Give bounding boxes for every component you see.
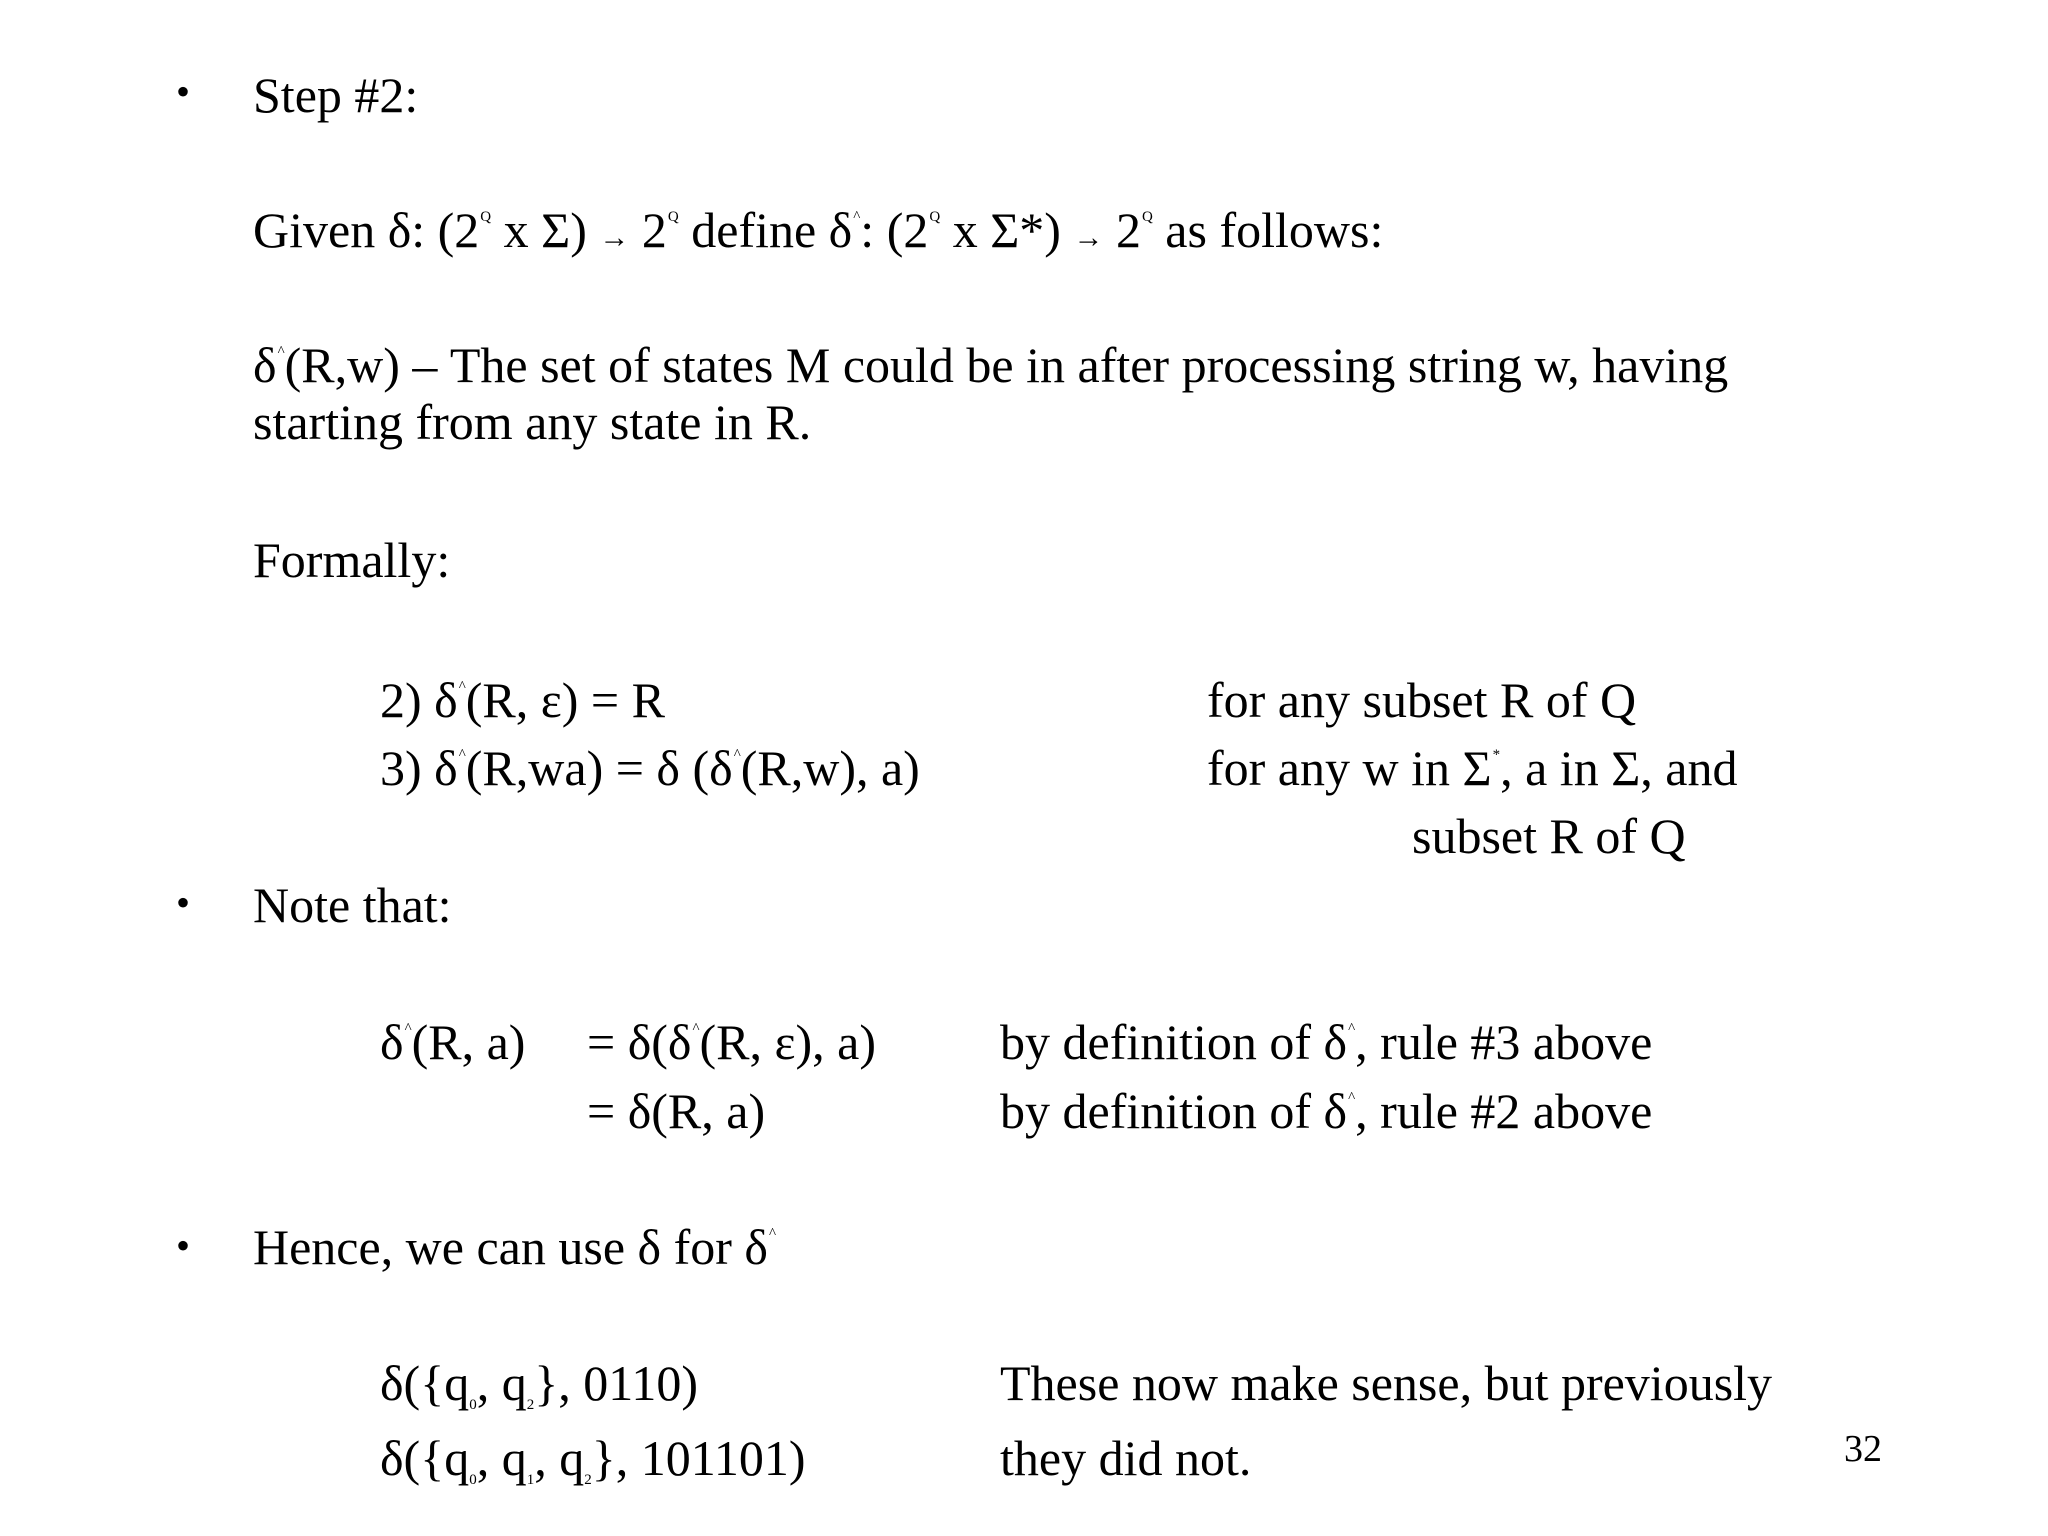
text-segment: x Σ*) [940,202,1074,258]
superscript: ^ [277,344,285,360]
definition-description-line-1 [253,337,1729,393]
superscript: ^ [692,1021,700,1037]
text-segment: by definition of δ [1000,1083,1348,1139]
text-segment: , a in Σ, and [1500,740,1738,796]
formally-label: Formally: [253,532,451,588]
text-segment: δ [380,1014,404,1070]
text-segment: Hence, we can use δ for δ [253,1219,768,1275]
superscript: ^ [853,209,861,225]
text-segment: }, 0110) [534,1355,699,1411]
text-segment: , rule #2 above [1355,1083,1653,1139]
text-segment: (R,w) – The set of states M could be in after processing string w, having [284,337,1729,393]
superscript: Q [1141,209,1153,225]
text-segment: (R,wa) = δ (δ [465,740,733,796]
text-segment: , rule #3 above [1355,1014,1653,1070]
subscript: 1 [526,1472,535,1488]
rule-3-formula [380,740,920,796]
text-segment: x Σ) [491,202,600,258]
bullet: • [176,880,191,925]
step-heading: Step #2: [253,67,419,123]
superscript: Q [480,209,492,225]
text-segment: = δ(δ [587,1014,692,1070]
text-segment: (R, ε), a) [699,1014,877,1070]
page-number: 32 [1844,1428,1882,1470]
note-row-2-justification [1000,1083,1653,1139]
superscript: ^ [1348,1090,1356,1106]
definition-signature-line [253,202,1384,258]
text-segment: as follows: [1152,202,1384,258]
arrow-symbol: → [599,221,630,254]
text-segment: , q [476,1430,527,1486]
text-segment: define δ [678,202,853,258]
example-1-expression [380,1355,699,1413]
superscript: ^ [404,1021,412,1037]
superscript: ^ [458,679,466,695]
text-segment: }, 101101) [591,1430,806,1486]
rule-2-formula [380,672,665,728]
example-1-comment: These now make sense, but previously [1000,1355,1773,1411]
text-segment: (R, ε) = R [465,672,665,728]
text-segment: 3) δ [380,740,458,796]
superscript: * [1492,747,1501,763]
subscript: 0 [469,1472,477,1488]
note-row-1-lhs [380,1014,526,1070]
superscript: Q [667,209,679,225]
text-segment: (R,w), a) [740,740,920,796]
text-segment: 2) δ [380,672,458,728]
text-segment: (R, a) [411,1014,526,1070]
rule-3-condition [1207,740,1738,796]
hence-line [253,1219,776,1275]
bullet: • [176,1223,191,1268]
rule-2-condition: for any subset R of Q [1207,672,1637,728]
superscript: ^ [1348,1021,1356,1037]
text-segment: δ({q [380,1430,470,1486]
note-row-2-rhs: = δ(R, a) [587,1083,766,1139]
text-segment: 2 [1103,202,1141,258]
superscript: ^ [768,1226,776,1242]
text-segment: Given δ: (2 [253,202,480,258]
superscript: ^ [458,747,466,763]
note-heading: Note that: [253,877,452,933]
text-segment: : (2 [860,202,929,258]
example-2-expression [380,1430,806,1488]
note-row-1-rhs [587,1014,877,1070]
text-segment: , q [476,1355,527,1411]
text-segment: δ [253,337,277,393]
subscript: 0 [469,1397,477,1413]
text-segment: , q [534,1430,585,1486]
superscript: ^ [733,747,741,763]
subscript: 2 [584,1472,592,1488]
text-segment: δ({q [380,1355,470,1411]
definition-description-line-2: starting from any state in R. [253,394,812,450]
text-segment: by definition of δ [1000,1014,1348,1070]
text-segment: 2 [629,202,667,258]
rule-3-condition-continued: subset R of Q [1412,808,1686,864]
text-segment: for any w in Σ [1207,740,1492,796]
note-row-1-justification [1000,1014,1653,1070]
superscript: Q [929,209,941,225]
example-2-comment: they did not. [1000,1430,1252,1486]
bullet: • [176,69,191,114]
arrow-symbol: → [1073,221,1104,254]
subscript: 2 [526,1397,535,1413]
